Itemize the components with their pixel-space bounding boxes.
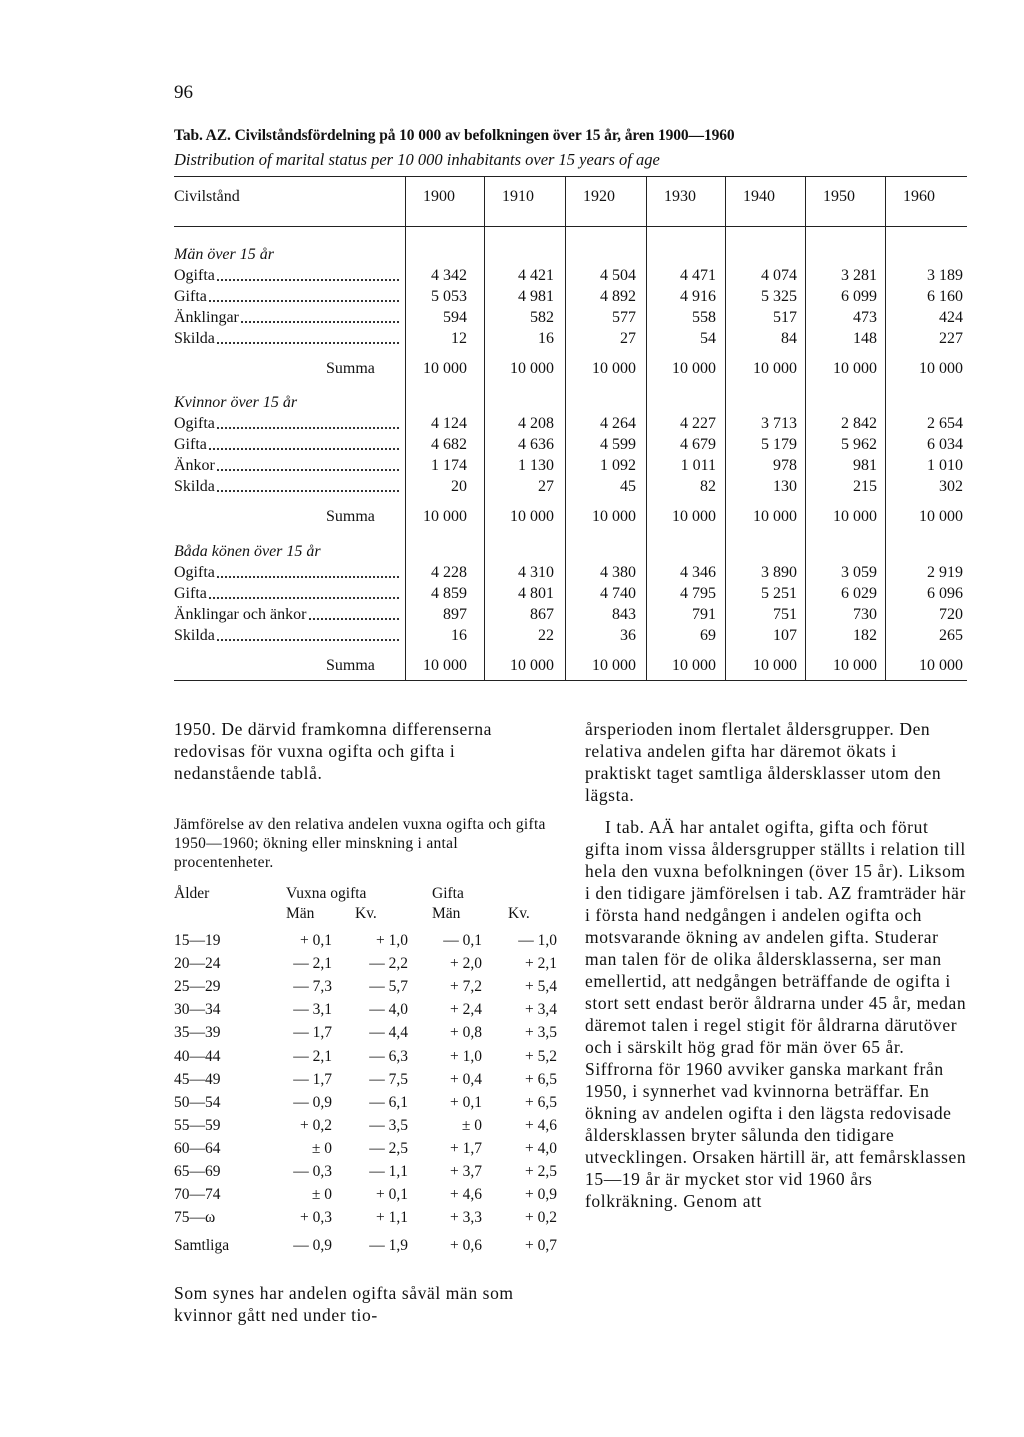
change-value: + 2,0 (450, 955, 482, 973)
table-cell: 4 310 (518, 564, 554, 581)
table-cell: 36 (620, 627, 636, 644)
summa-cell: 10 000 (510, 508, 554, 525)
summa-cell: 10 000 (423, 508, 467, 525)
comparison-caption: Jämförelse av den relativa andelen vuxna ogifta och gifta 1950—1960; ökning eller minskning i antal procentenheter. (174, 816, 546, 871)
change-value: + 4,0 (525, 1139, 557, 1157)
change-value: — 7,3 (293, 978, 332, 996)
change-value: + 1,1 (376, 1209, 408, 1227)
summa-cell: 10 000 (672, 360, 716, 377)
table-cell: 791 (692, 606, 716, 623)
table-cell: 3 189 (927, 267, 963, 284)
header-vuxna-ogifta: Vuxna ogifta (286, 885, 367, 902)
summa-cell: 10 000 (592, 657, 636, 674)
table-cell: 3 059 (841, 564, 877, 581)
table-header-rule (174, 226, 967, 227)
table-cell: 424 (939, 309, 963, 326)
header-man-gifta: Män (432, 905, 461, 922)
row-label (174, 413, 399, 434)
table-cell: 1 011 (680, 457, 716, 474)
table-top-rule (174, 176, 967, 177)
table-cell: 130 (773, 478, 797, 495)
table-cell: 265 (939, 627, 963, 644)
group-title: Män över 15 år (174, 246, 274, 263)
table-cell: 6 034 (927, 436, 963, 453)
table-cell: 182 (853, 627, 877, 644)
table-cell: 16 (451, 627, 467, 644)
table-title-english: Distribution of marital status per 10 000 inhabitants over 15 years of age (174, 150, 660, 169)
table-cell: 4 740 (600, 585, 636, 602)
change-value: — 1,9 (369, 1237, 408, 1254)
header-year-1930: 1930 (664, 188, 696, 205)
change-value: + 0,7 (525, 1237, 557, 1254)
table-cell: 20 (451, 478, 467, 495)
row-label (174, 476, 399, 497)
table-cell: 1 092 (600, 457, 636, 474)
header-kv-ogifta: Kv. (355, 905, 377, 922)
table-cell: 3 890 (761, 564, 797, 581)
change-value: + 1,0 (376, 932, 408, 949)
change-value: — 6,1 (369, 1093, 408, 1111)
table-cell: 27 (620, 330, 636, 347)
change-value: — 6,3 (369, 1047, 408, 1065)
table-cell: 4 859 (431, 585, 467, 602)
row-label-text: Ogifta (174, 267, 215, 284)
table-bottom-rule (174, 680, 967, 681)
summa-cell: 10 000 (919, 360, 963, 377)
table-cell: 5 179 (761, 436, 797, 453)
change-value: — 1,7 (293, 1024, 332, 1042)
change-value: + 0,2 (525, 1209, 557, 1227)
table-cell: 4 916 (680, 288, 716, 305)
row-label (174, 455, 399, 476)
row-label (174, 307, 399, 328)
change-value: + 0,3 (300, 1209, 332, 1227)
change-value: + 5,4 (525, 978, 557, 996)
table-cell: 4 421 (518, 267, 554, 284)
age-group: 65—69 (174, 1163, 221, 1180)
column-divider (805, 177, 806, 680)
table-cell: 27 (538, 478, 554, 495)
change-value: — 3,5 (369, 1116, 408, 1134)
summa-cell: 10 000 (592, 360, 636, 377)
change-value: + 7,2 (450, 978, 482, 996)
change-value: — 7,5 (369, 1070, 408, 1088)
table-cell: 2 654 (927, 415, 963, 432)
row-label (174, 265, 399, 286)
table-cell: 2 842 (841, 415, 877, 432)
table-cell: 2 919 (927, 564, 963, 581)
table-cell: 6 099 (841, 288, 877, 305)
row-label-text: Ogifta (174, 415, 215, 432)
table-cell: 517 (773, 309, 797, 326)
table-cell: 4 636 (518, 436, 554, 453)
summa-label: Summa (326, 508, 375, 525)
change-value: + 3,7 (450, 1163, 482, 1180)
header-alder: Ålder (174, 885, 210, 902)
row-label-text: Gifta (174, 585, 207, 602)
table-cell: 978 (773, 457, 797, 474)
summa-cell: 10 000 (672, 508, 716, 525)
table-cell: 5 053 (431, 288, 467, 305)
summa-cell: 10 000 (423, 657, 467, 674)
table-cell: 148 (853, 330, 877, 347)
row-label-text: Ogifta (174, 564, 215, 581)
table-cell: 4 682 (431, 436, 467, 453)
right-paragraph-2: I tab. AÄ har antalet ogifta, gifta och förut gifta inom vissa åldersgrupper ställts i relation till hela den vuxna befolkningen (över 15 år). Liksom i den tidigare jämförelsen i tab. AZ framträder här i första hand nedgången i andelen ogifta och motsvarande ökning av andelen gifta. Studerar man talen för de olika åldersklasserna, ser man emellertid, att nedgången beträffande de ogifta i stort sett endast berör åldrarna under 45 år, medan däremot talen i regel stigit för åldrarna därutöver och i särskilt hög grad för män över 65 år. Siffrorna för 1960 avviker ganska markant från 1950, i synnerhet vad kvinnorna beträffar. En ökning av andelen ogifta i den lägsta redovisade åldersklassen bryter sålunda den tidigare utvecklingen. Orsaken härtill är, att femårsklassen 15—19 år är mycket stor vid 1960 års folkräkning. Genom att (585, 817, 967, 1211)
summa-cell: 10 000 (753, 657, 797, 674)
table-cell: 4 599 (600, 436, 636, 453)
table-cell: 45 (620, 478, 636, 495)
summa-cell: 10 000 (833, 657, 877, 674)
table-cell: 215 (853, 478, 877, 495)
row-label (174, 604, 399, 625)
change-value: + 0,1 (376, 1186, 408, 1204)
summa-label: Summa (326, 657, 375, 674)
header-gifta: Gifta (432, 885, 464, 902)
age-group: 15—19 (174, 932, 221, 949)
group-title: Båda könen över 15 år (174, 543, 321, 560)
header-year-1950: 1950 (823, 188, 855, 205)
table-cell: 82 (700, 478, 716, 495)
change-value: — 0,9 (293, 1093, 332, 1111)
table-cell: 22 (538, 627, 554, 644)
table-cell: 1 174 (431, 457, 467, 474)
table-cell: 3 281 (841, 267, 877, 284)
row-label-text: Skilda (174, 478, 215, 495)
summa-cell: 10 000 (510, 360, 554, 377)
age-group: 35—39 (174, 1024, 221, 1042)
age-group: 20—24 (174, 955, 221, 973)
change-value: + 2,4 (450, 1001, 482, 1019)
table-cell: 577 (612, 309, 636, 326)
change-value: ± 0 (461, 1116, 482, 1134)
change-value: + 0,9 (525, 1186, 557, 1204)
header-year-1900: 1900 (423, 188, 455, 205)
age-group: 30—34 (174, 1001, 221, 1019)
page-number: 96 (174, 82, 193, 103)
table-cell: 84 (781, 330, 797, 347)
change-value: + 0,2 (300, 1116, 332, 1134)
summa-cell: 10 000 (753, 508, 797, 525)
change-value: — 5,7 (369, 978, 408, 996)
table-cell: 981 (853, 457, 877, 474)
change-value: — 1,0 (518, 932, 557, 949)
summa-cell: 10 000 (672, 657, 716, 674)
left-outro-paragraph: Som synes har andelen ogifta såväl män som kvinnor gått ned under tio- (174, 1283, 514, 1325)
change-value: + 2,5 (525, 1163, 557, 1180)
header-year-1940: 1940 (743, 188, 775, 205)
table-cell: 6 160 (927, 288, 963, 305)
change-value: + 3,4 (525, 1001, 557, 1019)
change-value: — 4,0 (369, 1001, 408, 1019)
change-value: ± 0 (311, 1186, 332, 1204)
change-value: + 5,2 (525, 1047, 557, 1065)
row-label-text: Änkor (174, 457, 215, 474)
summa-cell: 10 000 (510, 657, 554, 674)
change-value: + 4,6 (450, 1186, 482, 1204)
change-value: — 1,7 (293, 1070, 332, 1088)
change-value: — 2,5 (369, 1139, 408, 1157)
table-cell: 4 228 (431, 564, 467, 581)
age-group: 40—44 (174, 1047, 221, 1065)
row-label-text: Gifta (174, 288, 207, 305)
change-value: + 6,5 (525, 1093, 557, 1111)
table-cell: 4 124 (431, 415, 467, 432)
row-label-text: Skilda (174, 627, 215, 644)
row-label (174, 286, 399, 307)
row-label (174, 434, 399, 455)
age-group: 70—74 (174, 1186, 221, 1204)
summa-cell: 10 000 (833, 360, 877, 377)
table-cell: 4 342 (431, 267, 467, 284)
summa-cell: 10 000 (919, 657, 963, 674)
change-value: + 3,3 (450, 1209, 482, 1227)
row-label (174, 328, 399, 349)
change-value: + 4,6 (525, 1116, 557, 1134)
table-cell: 1 130 (518, 457, 554, 474)
table-cell: 4 801 (518, 585, 554, 602)
table-cell: 4 504 (600, 267, 636, 284)
age-group: 75—ω (174, 1209, 216, 1227)
table-cell: 4 795 (680, 585, 716, 602)
header-year-1960: 1960 (903, 188, 935, 205)
change-value: — 0,3 (293, 1163, 332, 1180)
summa-cell: 10 000 (919, 508, 963, 525)
table-cell: 5 251 (761, 585, 797, 602)
table-cell: 4 892 (600, 288, 636, 305)
table-title-swedish: Tab. AZ. Civilståndsfördelning på 10 000 av befolkningen över 15 år, åren 1900—1960 (174, 127, 735, 144)
change-value: + 2,1 (525, 955, 557, 973)
table-cell: 6 096 (927, 585, 963, 602)
table-cell: 6 029 (841, 585, 877, 602)
table-cell: 107 (773, 627, 797, 644)
table-cell: 3 713 (761, 415, 797, 432)
change-value: + 3,5 (525, 1024, 557, 1042)
change-value: ± 0 (311, 1139, 332, 1157)
column-divider (725, 177, 726, 680)
table-cell: 730 (853, 606, 877, 623)
group-title: Kvinnor över 15 år (174, 394, 298, 411)
table-cell: 473 (853, 309, 877, 326)
table-cell: 69 (700, 627, 716, 644)
age-group: 25—29 (174, 978, 221, 996)
table-cell: 4 981 (518, 288, 554, 305)
table-cell: 582 (530, 309, 554, 326)
column-divider (885, 177, 886, 680)
summa-cell: 10 000 (423, 360, 467, 377)
age-group: 50—54 (174, 1093, 221, 1111)
table-cell: 4 208 (518, 415, 554, 432)
table-cell: 16 (538, 330, 554, 347)
table-cell: 1 010 (927, 457, 963, 474)
change-value: — 2,1 (293, 1047, 332, 1065)
header-year-1910: 1910 (502, 188, 534, 205)
table-cell: 720 (939, 606, 963, 623)
table-cell: 302 (939, 478, 963, 495)
row-label-text: Änklingar (174, 309, 239, 326)
table-cell: 751 (773, 606, 797, 623)
change-value: + 1,0 (450, 1047, 482, 1065)
age-group: Samtliga (174, 1237, 230, 1254)
change-value: + 0,6 (450, 1237, 482, 1254)
row-label-text: Änklingar och änkor (174, 606, 307, 623)
row-label (174, 583, 399, 604)
table-cell: 867 (530, 606, 554, 623)
change-value: — 2,2 (369, 955, 408, 973)
left-intro-paragraph: 1950. De därvid framkomna differenserna redovisas för vuxna ogifta och gifta i nedanstående tablå. (174, 719, 493, 783)
change-value: — 2,1 (293, 955, 332, 973)
table-cell: 4 346 (680, 564, 716, 581)
table-cell: 54 (700, 330, 716, 347)
row-label (174, 625, 399, 646)
row-label (174, 562, 399, 583)
table-cell: 4 074 (761, 267, 797, 284)
table-cell: 5 962 (841, 436, 877, 453)
change-value: + 0,1 (300, 932, 332, 949)
change-value: — 1,1 (369, 1163, 408, 1180)
table-cell: 4 471 (680, 267, 716, 284)
table-cell: 4 264 (600, 415, 636, 432)
change-value: + 1,7 (450, 1139, 482, 1157)
table-cell: 4 380 (600, 564, 636, 581)
table-cell: 5 325 (761, 288, 797, 305)
change-value: — 0,9 (293, 1237, 332, 1254)
change-value: — 0,1 (443, 932, 482, 949)
header-man-ogifta: Män (286, 905, 315, 922)
table-cell: 594 (443, 309, 467, 326)
summa-cell: 10 000 (833, 508, 877, 525)
table-cell: 843 (612, 606, 636, 623)
change-value: + 0,1 (450, 1093, 482, 1111)
summa-cell: 10 000 (753, 360, 797, 377)
age-group: 55—59 (174, 1116, 221, 1134)
table-cell: 4 227 (680, 415, 716, 432)
change-value: + 6,5 (525, 1070, 557, 1088)
age-group: 60—64 (174, 1139, 221, 1157)
change-value: — 3,1 (293, 1001, 332, 1019)
summa-label: Summa (326, 360, 375, 377)
table-cell: 897 (443, 606, 467, 623)
table-cell: 4 679 (680, 436, 716, 453)
header-year-1920: 1920 (583, 188, 615, 205)
row-label-text: Skilda (174, 330, 215, 347)
summa-cell: 10 000 (592, 508, 636, 525)
table-cell: 558 (692, 309, 716, 326)
table-cell: 227 (939, 330, 963, 347)
change-value: + 0,8 (450, 1024, 482, 1042)
table-cell: 12 (451, 330, 467, 347)
row-label-text: Gifta (174, 436, 207, 453)
header-kv-gifta: Kv. (508, 905, 530, 922)
change-value: — 4,4 (369, 1024, 408, 1042)
age-group: 45—49 (174, 1070, 221, 1088)
right-paragraph-1: årsperioden inom flertalet åldersgrupper. Den relativa andelen gifta har däremot ökats i praktiskt taget samtliga åldersklasser utom den lägsta. (585, 719, 942, 805)
header-civilstand: Civilstånd (174, 188, 240, 205)
change-value: + 0,4 (450, 1070, 482, 1088)
